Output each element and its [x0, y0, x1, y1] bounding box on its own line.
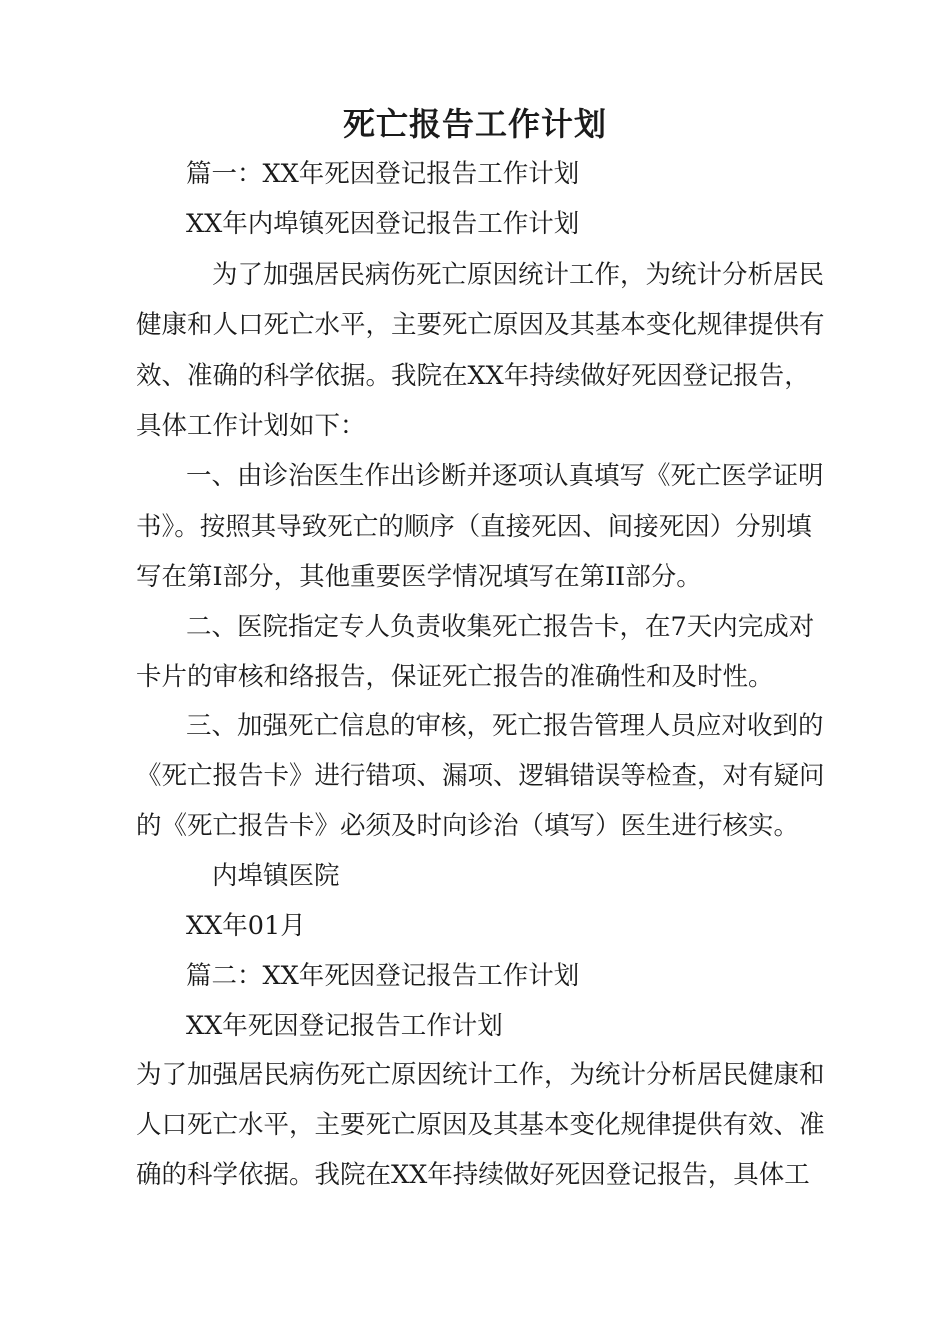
paragraph-line: 《死亡报告卡》进行错项、漏项、逻辑错误等检查，对有疑问 — [136, 761, 825, 791]
subtitle-2: XX年死因登记报告工作计划 — [186, 1011, 503, 1041]
paragraph-line: 具体工作计划如下： — [136, 411, 366, 441]
paragraph-line: 的《死亡报告卡》必须及时向诊治（填写）医生进行核实。 — [136, 811, 800, 841]
paragraph-line: 三、加强死亡信息的审核，死亡报告管理人员应对收到的 — [186, 711, 824, 741]
paragraph-line: 人口死亡水平，主要死亡原因及其基本变化规律提供有效、准 — [136, 1110, 825, 1140]
section-heading-2: 篇二：XX年死因登记报告工作计划 — [186, 961, 580, 991]
paragraph-line: 二、医院指定专人负责收集死亡报告卡，在7天内完成对 — [186, 612, 815, 642]
paragraph-line: 写在第I部分，其他重要医学情况填写在第II部分。 — [136, 562, 702, 592]
paragraph-line: 为了加强居民病伤死亡原因统计工作，为统计分析居民 — [212, 260, 825, 290]
paragraph-line: 效、准确的科学依据。我院在XX年持续做好死因登记报告， — [136, 361, 810, 391]
document-title: 死亡报告工作计划 — [342, 105, 607, 143]
section-heading-1: 篇一：XX年死因登记报告工作计划 — [186, 159, 580, 189]
paragraph-line: 卡片的审核和络报告，保证死亡报告的准确性和及时性。 — [136, 662, 774, 692]
subtitle-1: XX年内埠镇死因登记报告工作计划 — [186, 209, 580, 239]
paragraph-line: 确的科学依据。我院在XX年持续做好死因登记报告，具体工 — [136, 1160, 810, 1190]
signature-org: 内埠镇医院 — [212, 861, 340, 891]
paragraph-line: 书》。按照其导致死亡的顺序（直接死因、间接死因）分别填 — [136, 512, 812, 542]
paragraph-line: 健康和人口死亡水平，主要死亡原因及其基本变化规律提供有 — [136, 310, 825, 340]
signature-date: XX年01月 — [186, 911, 306, 941]
paragraph-line: 为了加强居民病伤死亡原因统计工作，为统计分析居民健康和 — [136, 1060, 825, 1090]
paragraph-line: 一、由诊治医生作出诊断并逐项认真填写《死亡医学证明 — [186, 461, 824, 491]
